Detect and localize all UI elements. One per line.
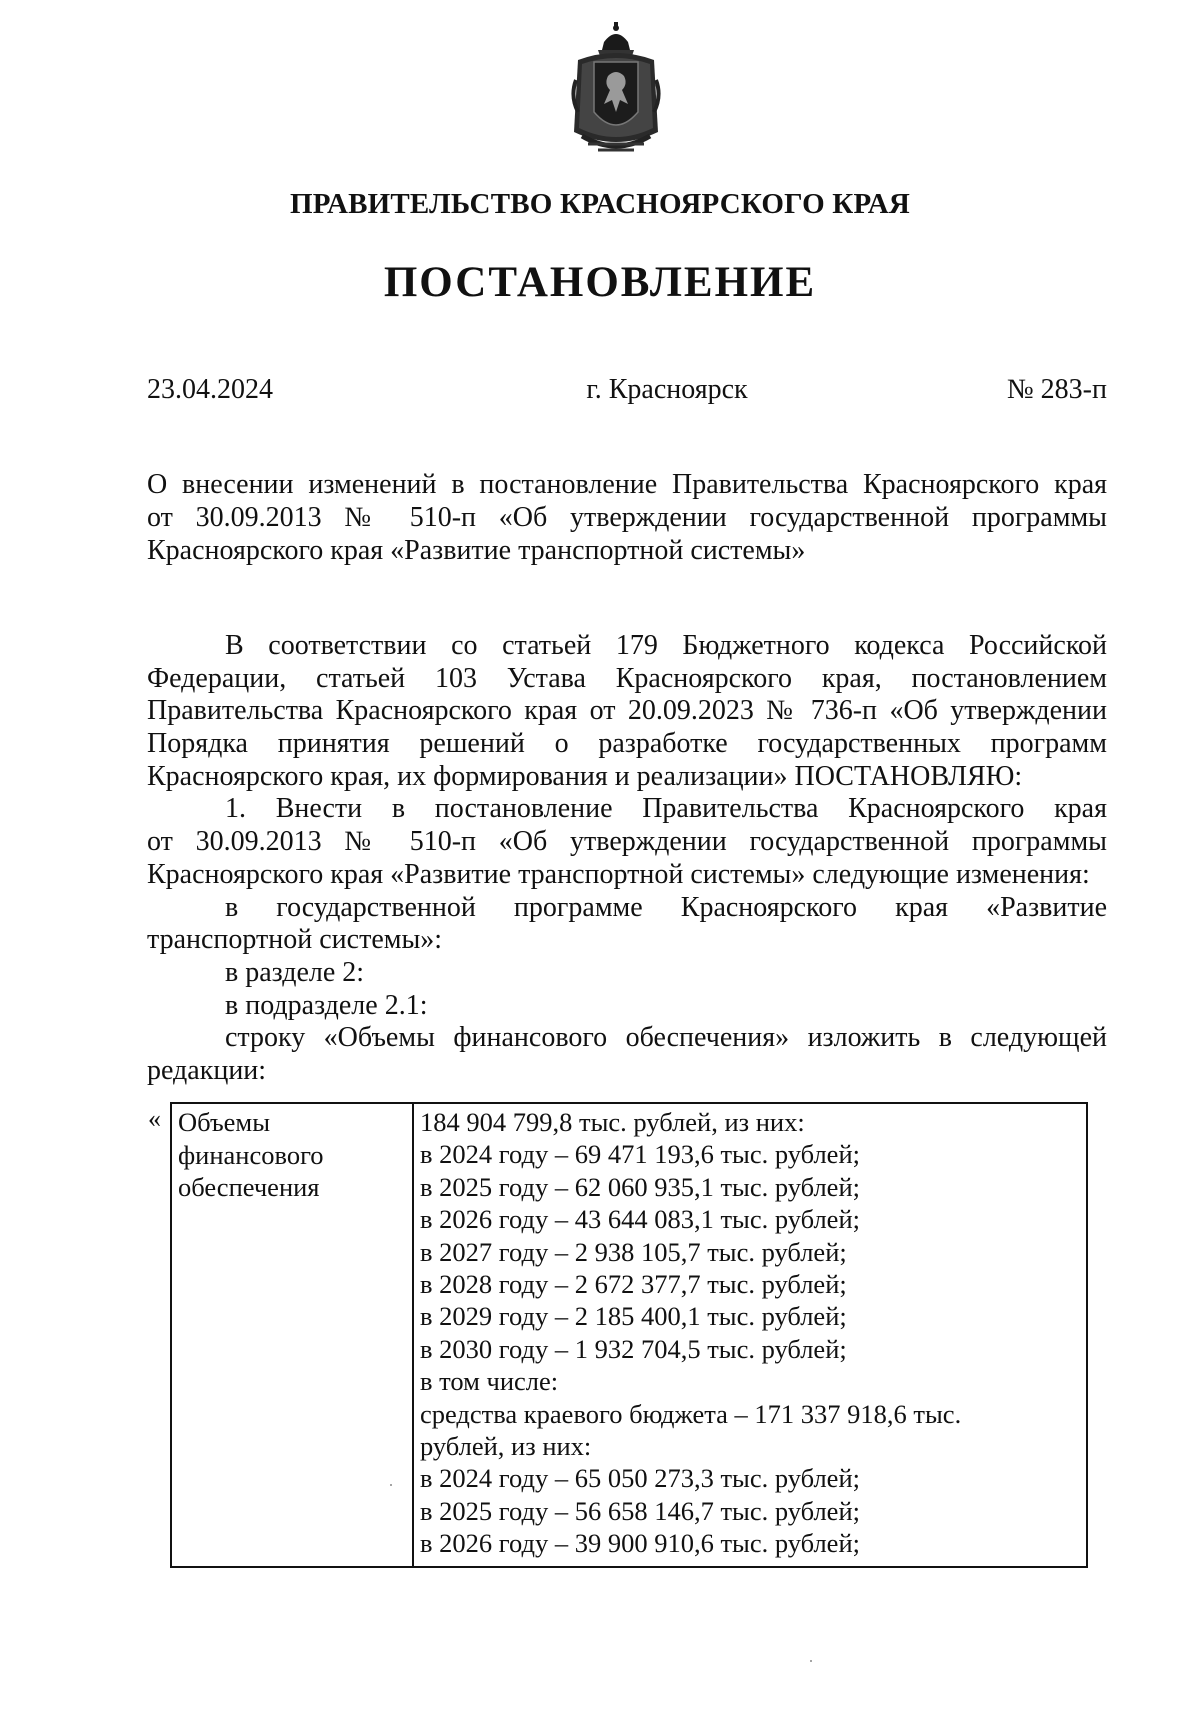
funding-volume-table	[170, 1102, 1088, 1568]
paragraph-line: Правительства Красноярского края от 20.09.2023 № 736-п «Об утверждении	[147, 695, 1107, 727]
value-line: в 2029 году – 2 185 400,1 тыс. рублей;	[420, 1301, 847, 1332]
subject-line: от 30.09.2013 № 510-п «Об утверждении государственной программы	[147, 502, 1107, 533]
paragraph-line: транспортной системы»:	[147, 924, 443, 956]
value-line: в 2024 году – 69 471 193,6 тыс. рублей;	[420, 1139, 860, 1170]
document-city: г. Красноярск	[586, 374, 748, 405]
value-line: в 2028 году – 2 672 377,7 тыс. рублей;	[420, 1269, 847, 1300]
paragraph-line: В соответствии со статьей 179 Бюджетного кодекса Российской	[225, 630, 1107, 661]
document-subject	[147, 468, 1107, 567]
table-label-cell	[171, 1103, 413, 1567]
document-body	[147, 630, 1107, 1088]
value-line: средства краевого бюджета – 171 337 918,6 тыс.	[420, 1398, 962, 1429]
value-line: 184 904 799,8 тыс. рублей, из них:	[420, 1107, 805, 1137]
organization-name: ПРАВИТЕЛЬСТВО КРАСНОЯРСКОГО КРАЯ	[289, 188, 911, 220]
label-line: финансового	[178, 1139, 324, 1170]
value-line: в 2026 году – 43 644 083,1 тыс. рублей;	[420, 1204, 860, 1235]
table-row	[171, 1103, 1087, 1567]
scan-speck	[810, 1660, 812, 1662]
document-type-title: ПОСТАНОВЛЕНИЕ	[383, 259, 817, 306]
label-line: обеспечения	[178, 1172, 320, 1202]
document-meta-row	[147, 374, 1107, 414]
coat-of-arms-emblem	[568, 20, 664, 160]
table-value-cell	[413, 1103, 1087, 1567]
paragraph-line: в государственной программе Красноярского края «Развитие	[225, 891, 1107, 923]
subject-line: О внесении изменений в постановление Правительства Красноярского края	[147, 469, 1107, 500]
paragraph-line: Красноярского края «Развитие транспортной системы» следующие изменения:	[147, 858, 1090, 890]
paragraph-line: Федерации, статьей 103 Устава Красноярского края, постановлением	[147, 662, 1107, 694]
value-line: в 2030 году – 1 932 704,5 тыс. рублей;	[420, 1333, 847, 1364]
value-line: рублей, из них:	[420, 1431, 592, 1462]
label-line: Объемы	[178, 1107, 270, 1137]
paragraph-line: от 30.09.2013 № 510-п «Об утверждении государственной программы	[147, 826, 1107, 858]
value-line: в том числе:	[420, 1366, 559, 1397]
paragraph-line: в разделе 2:	[225, 956, 365, 988]
value-line: в 2027 году – 2 938 105,7 тыс. рублей;	[420, 1236, 847, 1267]
paragraph-line: строку «Объемы финансового обеспечения» изложить в следующей	[225, 1022, 1107, 1054]
scan-speck	[390, 1484, 392, 1486]
document-date: 23.04.2024	[147, 374, 273, 405]
paragraph-line: Красноярского края, их формирования и реализации» ПОСТАНОВЛЯЮ:	[147, 760, 1023, 792]
paragraph-line: Порядка принятия решений о разработке государственных программ	[147, 728, 1107, 760]
value-line: в 2025 году – 56 658 146,7 тыс. рублей;	[420, 1495, 860, 1526]
value-line: в 2026 году – 39 900 910,6 тыс. рублей;	[420, 1528, 860, 1559]
table-open-quote: «	[148, 1104, 161, 1133]
subject-line: Красноярского края «Развитие транспортной системы»	[147, 535, 806, 566]
document-number: № 283-п	[1006, 374, 1107, 405]
value-line: в 2024 году – 65 050 273,3 тыс. рублей;	[420, 1463, 860, 1494]
paragraph-line: редакции:	[147, 1054, 267, 1086]
paragraph-line: в подразделе 2.1:	[225, 989, 428, 1021]
value-line: в 2025 году – 62 060 935,1 тыс. рублей;	[420, 1171, 860, 1202]
paragraph-line: 1. Внести в постановление Правительства Красноярского края	[225, 793, 1107, 825]
